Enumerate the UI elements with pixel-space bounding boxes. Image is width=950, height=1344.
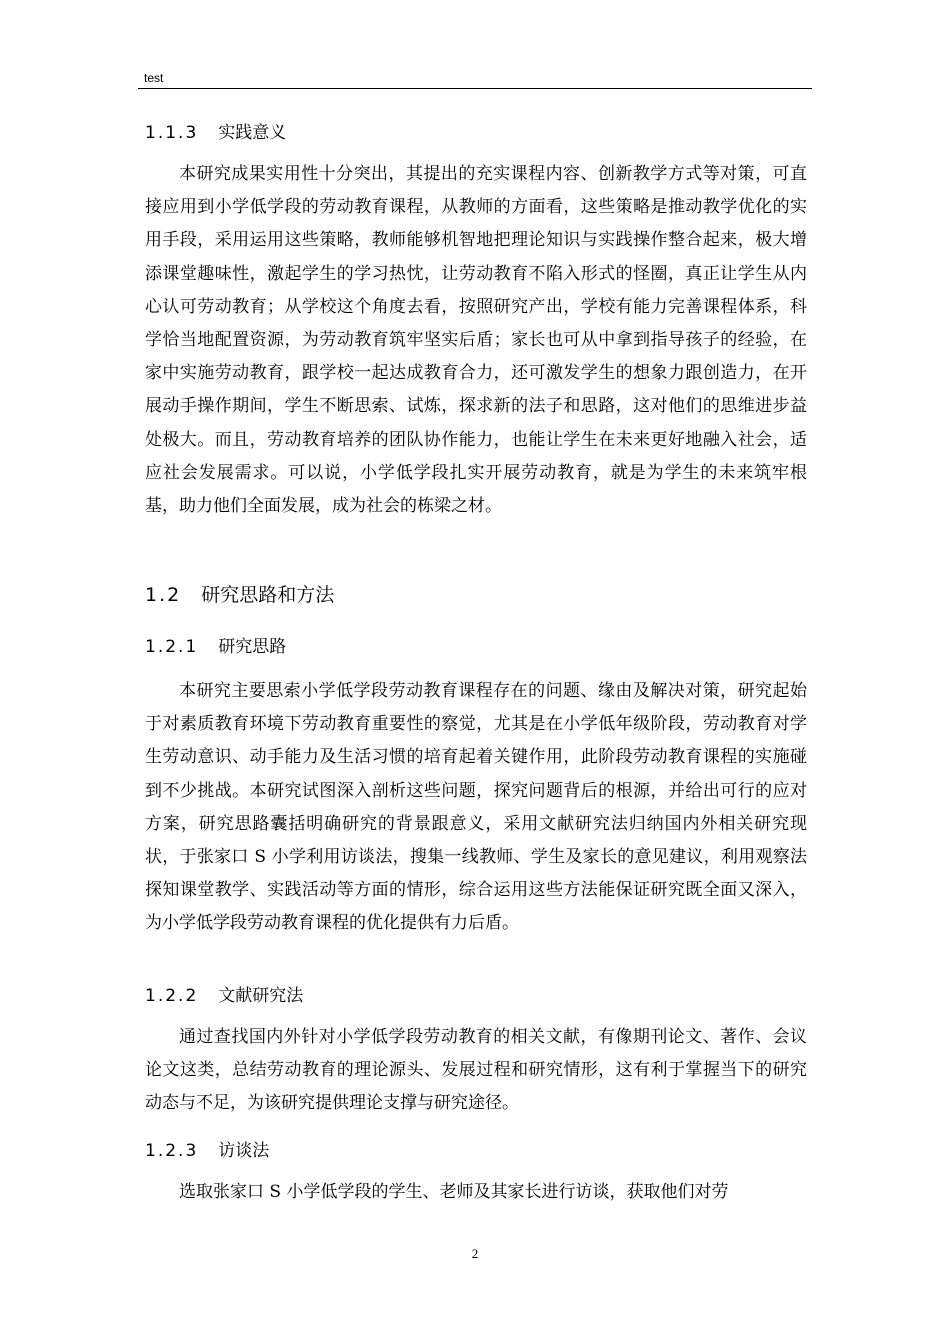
section-heading-1-2-2 [145, 984, 303, 1008]
section-number: 1.1.3 [145, 123, 199, 143]
section-title: 研究思路 [218, 637, 287, 657]
header-text: test [144, 71, 164, 85]
section-number: 1.2.2 [145, 986, 199, 1006]
paragraph-interview-method: 选取张家口 S 小学低学段的学生、老师及其家长进行访谈，获取他们对劳 [179, 1182, 729, 1202]
section-title: 访谈法 [218, 1141, 270, 1161]
section-title: 研究思路和方法 [201, 584, 335, 606]
paragraph-research-approach: 本研究主要思索小学低学段劳动教育课程存在的问题、缘由及解决对策，研究起始于对素质教育环境下劳动教育重要性的察觉，尤其是在小学低年级阶段，劳动教育对学生劳动意识、动手能力及生活习惯的培育起着关键作用，此阶段劳动教育课程的实施碰到不少挑战。本研究试图深入剖析这些问题，探究问题背后的根源，并给出可行的应对方案，研究思路囊括明确研究的背景跟意义，采用文献研究法归纳国内外相关研究现状，于张家口 S 小学利用访谈法，搜集一线教师、学生及家长的意见建议，利用观察法探知课堂教学、实践活动等方面的情形，综合运用这些方法能保证研究既全面又深入，为小学低学段劳动教育课程的优化提供有力后盾。 [145, 681, 807, 934]
section-heading-1-2-1 [145, 635, 286, 659]
page-header [138, 68, 812, 89]
page-number: 2 [471, 1246, 479, 1261]
section-title: 实践意义 [218, 123, 287, 143]
section-heading-1-2-3 [145, 1139, 269, 1163]
paragraph-practical-significance: 本研究成果实用性十分突出，其提出的充实课程内容、创新教学方式等对策，可直接应用到小学低学段的劳动教育课程，从教师的方面看，这些策略是推动教学优化的实用手段，采用运用这些策略，教师能够机智地把理论知识与实践操作整合起来，极大增添课堂趣味性，激起学生的学习热忱，让劳动教育不陷入形式的怪圈，真正让学生从内心认可劳动教育；从学校这个角度去看，按照研究产出，学校有能力完善课程体系，科学恰当地配置资源，为劳动教育筑牢坚实后盾；家长也可从中拿到指导孩子的经验，在家中实施劳动教育，跟学校一起达成教育合力，还可激发学生的想象力跟创造力，在开展动手操作期间，学生不断思索、试炼，探求新的法子和思路，这对他们的思维进步益处极大。而且，劳动教育培养的团队协作能力，也能让学生在未来更好地融入社会，适应社会发展需求。可以说，小学低学段扎实开展劳动教育，就是为学生的未来筑牢根基，助力他们全面发展，成为社会的栋梁之材。 [145, 164, 807, 517]
section-number: 1.2.3 [145, 1141, 199, 1161]
section-heading-1-2 [145, 582, 334, 608]
section-number: 1.2.1 [145, 637, 199, 657]
section-heading-1-1-3 [145, 121, 286, 145]
paragraph-literature-method: 通过查找国内外针对小学低学段劳动教育的相关文献，有像期刊论文、著作、会议论文这类，总结劳动教育的理论源头、发展过程和研究情形，这有利于掌握当下的研究动态与不足，为该研究提供理论支撑与研究途径。 [145, 1027, 807, 1114]
section-number: 1.2 [145, 584, 182, 606]
section-title: 文献研究法 [218, 986, 304, 1006]
